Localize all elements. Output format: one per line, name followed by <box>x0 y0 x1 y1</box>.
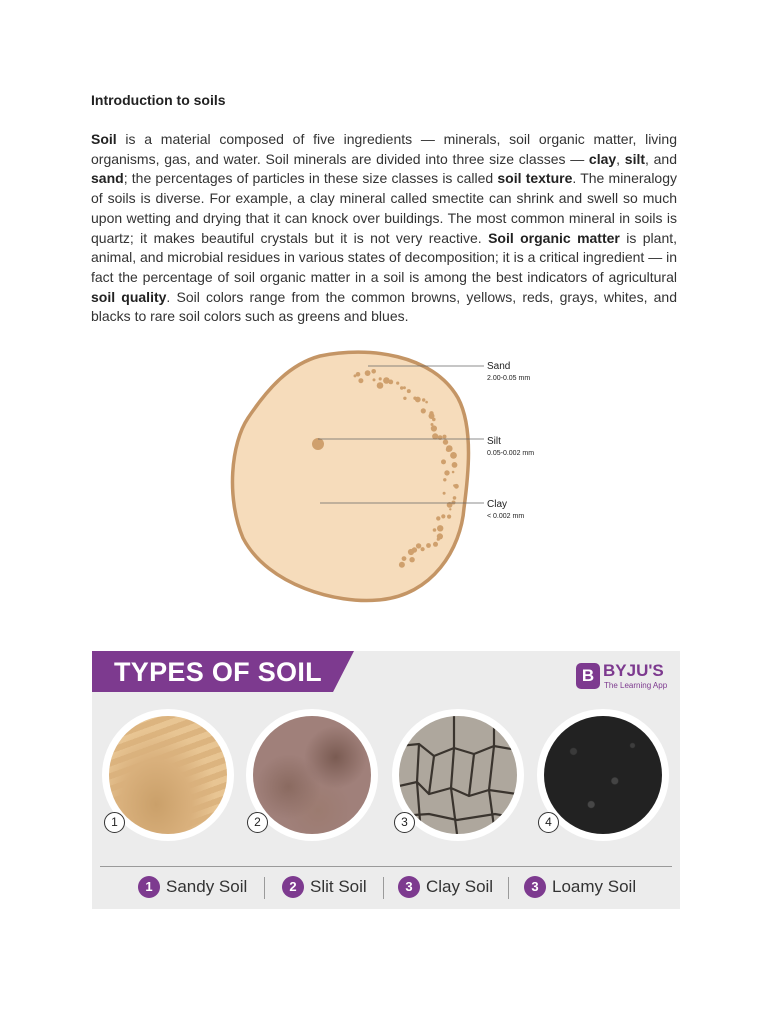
para-text: ; the percentages of particles in these size classes is called <box>123 170 498 187</box>
sand-grain <box>437 525 443 531</box>
legend-label: Slit Soil <box>310 877 367 896</box>
term-sand: sand <box>91 170 124 187</box>
sand-size: 2.00-0.05 mm <box>487 375 531 382</box>
sandy-soil-texture <box>109 716 227 834</box>
sand-grain <box>443 439 448 444</box>
byjus-logo <box>576 661 676 697</box>
para-text: is a material composed of five ingredients — minerals, soil organic matter, living organisms, gas, and water. Soil minerals are divided into three size classes — <box>91 131 677 167</box>
clay-label: Clay <box>487 499 508 510</box>
sand-grain <box>443 492 446 495</box>
sand-grain <box>403 397 406 400</box>
sand-grain <box>358 378 363 383</box>
sand-grain <box>426 543 431 548</box>
silt-label: Silt <box>487 436 501 447</box>
types-title: TYPES OF SOIL <box>114 657 322 687</box>
legend-separator <box>264 877 265 899</box>
sand-grain <box>432 418 436 422</box>
sand-grain <box>388 380 393 385</box>
sand-label: Sand <box>487 361 511 372</box>
soil-number-1: 1 <box>104 812 125 833</box>
sand-grain <box>407 389 411 393</box>
sand-grain <box>433 528 437 532</box>
term-soil-quality: soil quality <box>91 288 167 305</box>
term-soil-texture: soil texture <box>497 170 573 187</box>
term-silt: silt <box>624 150 646 167</box>
legend-separator <box>383 877 384 899</box>
para-text: , <box>616 150 625 167</box>
section-heading: Introduction to soils <box>91 92 226 108</box>
types-of-soil-infographic <box>92 651 680 909</box>
legend-badge: 2 <box>282 876 304 898</box>
sand-grain <box>450 452 457 459</box>
sand-grain <box>371 369 376 374</box>
clay-size: < 0.002 mm <box>487 513 525 520</box>
soil-number-2: 2 <box>247 812 268 833</box>
sand-grain <box>356 372 361 377</box>
sand-grain <box>421 408 426 413</box>
sand-grain <box>443 435 447 439</box>
sand-grain <box>454 484 459 489</box>
sand-grain <box>452 462 458 468</box>
para-text: . Soil colors range from the common browns, yellows, reds, grays, whites, and blacks to rare soil colors such as greens and blues. <box>91 288 678 325</box>
sand-grain <box>452 471 455 474</box>
soil-particle-outline <box>232 352 468 600</box>
sand-grain <box>449 508 451 510</box>
sand-grain <box>432 433 438 439</box>
para-text: is plant, animal, and microbial residues in various states of decomposition; it is a critical ingredient — in fact the percentage of soil organic matter in a soil is among the best indicators of agricultural <box>91 229 678 285</box>
brand-name: BYJU'S <box>603 661 664 680</box>
sand-grain <box>402 556 407 561</box>
sand-grain <box>365 370 371 376</box>
para-text: , and <box>645 150 678 167</box>
legend-badge: 1 <box>138 876 160 898</box>
brand-tagline: The Learning App <box>604 681 668 690</box>
sand-grain <box>443 478 446 481</box>
legend-label: Loamy Soil <box>552 877 637 896</box>
sand-grain <box>408 549 414 555</box>
sand-grain <box>396 382 399 385</box>
sand-grain <box>446 447 451 452</box>
term-soil: Soil <box>91 131 117 147</box>
sand-grain <box>453 496 457 500</box>
sand-grain <box>373 378 376 381</box>
loamy-soil-texture <box>544 716 662 834</box>
sand-grain <box>421 547 425 551</box>
silt-particle <box>312 438 324 450</box>
legend-divider <box>100 866 672 867</box>
intro-paragraph <box>91 130 677 327</box>
brand-icon: B <box>576 663 600 689</box>
sand-grain <box>415 397 421 403</box>
sand-grain <box>441 514 445 518</box>
sand-grain <box>431 425 437 431</box>
sand-grain <box>437 538 440 541</box>
soil-number-3: 3 <box>394 812 415 833</box>
sand-grain <box>403 386 406 389</box>
clay-soil-texture <box>399 716 517 834</box>
legend-badge: 3 <box>524 876 546 898</box>
sand-grain <box>416 543 421 548</box>
sand-grain <box>400 386 403 389</box>
sand-grain <box>441 459 446 464</box>
sand-grain <box>444 470 449 475</box>
sand-grain <box>433 542 438 547</box>
sand-grain <box>379 377 382 380</box>
sand-grain <box>447 515 451 519</box>
soil-particle-diagram <box>228 348 558 608</box>
legend-separator <box>508 877 509 899</box>
sand-grain <box>422 398 425 401</box>
silt-size: 0.05-0.002 mm <box>487 450 535 457</box>
crack-pattern <box>399 716 517 834</box>
sand-grain <box>425 401 428 404</box>
term-soil-organic-matter: Soil organic matter <box>488 229 620 246</box>
legend-label: Clay Soil <box>426 877 494 896</box>
legend-label: Sandy Soil <box>166 877 248 896</box>
sand-grain <box>409 557 414 562</box>
term-clay: clay <box>588 150 617 167</box>
sand-grain <box>399 562 405 568</box>
soil-number-4: 4 <box>538 812 559 833</box>
sand-grain <box>436 516 440 520</box>
slit-soil-texture <box>253 716 371 834</box>
para-text: . The mineralogy of soils is diverse. For example, a clay mineral called smectite can shrink and swell so much upon wetting and drying that it can knock over buildings. The most common mineral in soils is quartz; it makes beautiful crystals but it is not very reactive. <box>91 170 678 246</box>
sand-grain <box>377 382 384 389</box>
legend-badge: 3 <box>398 876 420 898</box>
